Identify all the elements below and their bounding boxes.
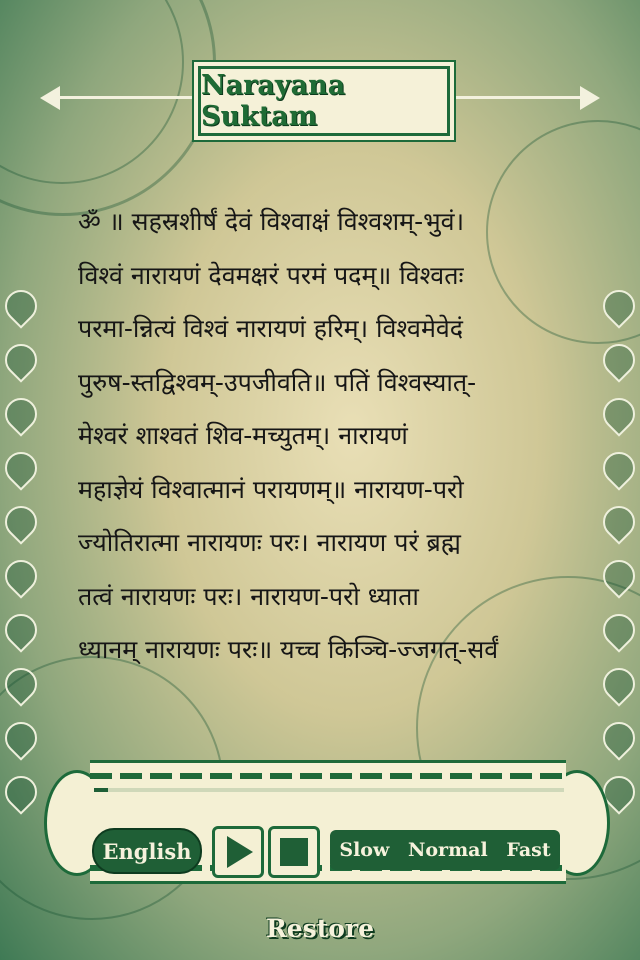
english-button[interactable] bbox=[92, 828, 202, 874]
right-vine-ornament bbox=[598, 280, 640, 800]
mantra-line: महाज्ञेयं विश्वात्मानं परायणम्॥ नारायण-परो bbox=[78, 474, 464, 504]
mantra-line: विश्वं नारायणं देवमक्षरं परमं पदम्॥ विश्वतः bbox=[78, 260, 464, 290]
mantra-line: परमा-न्नित्यं विश्वं नारायणं हरिम्। विश्वमेवेदं bbox=[78, 314, 464, 343]
playback-progress[interactable] bbox=[94, 788, 564, 792]
mantra-line: तत्वं नारायणः परः। नारायण-परो ध्याता bbox=[78, 581, 419, 611]
title-box bbox=[198, 66, 450, 136]
title-banner bbox=[40, 58, 600, 138]
mantra-line: ध्यानम् नारायणः परः॥ यच्च किञ्चि-ज्जगत्-सर्वं bbox=[78, 635, 499, 664]
restore-button[interactable] bbox=[240, 908, 400, 948]
speed-selector bbox=[330, 830, 560, 870]
play-icon bbox=[227, 836, 253, 868]
play-button[interactable] bbox=[212, 826, 264, 878]
mantra-line: मेश्वरं शाश्वतं शिव-मच्युतम्। नारायणं bbox=[78, 421, 408, 450]
speed-slow-button[interactable]: Slow bbox=[339, 839, 390, 861]
mantra-line: पुरुष-स्तद्विश्वम्-उपजीवति॥ पतिं विश्वस्यात्- bbox=[78, 367, 477, 397]
speed-fast-button[interactable]: Fast bbox=[506, 839, 551, 861]
english-button-label: English bbox=[102, 838, 192, 864]
mantra-line: ज्योतिरात्मा नारायणः परः। नारायण परं ब्रह्म bbox=[78, 528, 461, 557]
stop-button[interactable] bbox=[268, 826, 320, 878]
mantra-text bbox=[78, 195, 564, 677]
mantra-line: ॐ ॥ सहस्रशीर्षं देवं विश्वाक्षं विश्वशम्-भुवं। bbox=[78, 207, 465, 236]
speed-normal-button[interactable]: Normal bbox=[408, 839, 488, 861]
restore-button-label: Restore bbox=[265, 913, 375, 943]
left-vine-ornament bbox=[0, 280, 42, 800]
arrow-right-icon bbox=[580, 86, 600, 110]
playback-progress-fill bbox=[94, 788, 108, 792]
stop-icon bbox=[280, 838, 308, 866]
page-title: Narayana Suktam bbox=[201, 70, 346, 132]
